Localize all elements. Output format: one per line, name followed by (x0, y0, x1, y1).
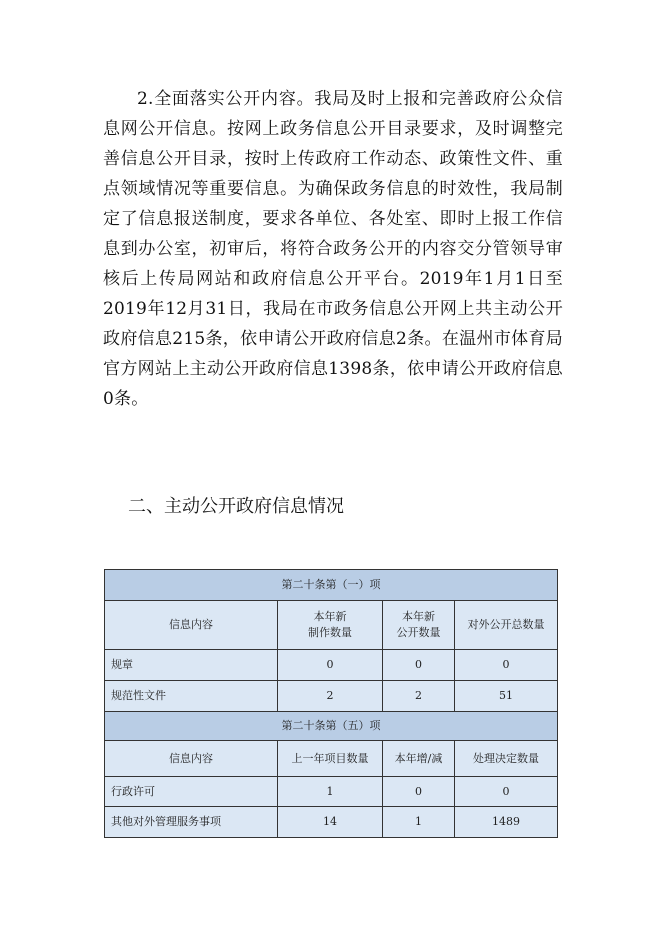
body-paragraph: 2.全面落实公开内容。我局及时上报和完善政府公众信息网公开信息。按网上政务信息公开目录要求，及时调整完善信息公开目录，按时上传政府工作动态、政策性文件、重点领域情况等重要信息。为确保政务信息的时效性，我局制定了信息报送制度，要求各单位、各处室、即时上报工作信息到办公室，初审后，将符合政务公开的内容交分管领导审核后上传局网站和政府信息公开平台。2019年1月1日至2019年12月31日，我局在市政务信息公开网上共主动公开政府信息215条，依申请公开政府信息2条。在温州市体育局官方网站上主动公开政府信息1398条，依申请公开政府信息0条。 (103, 89, 563, 409)
column-header: 对外公开总数量 (455, 601, 558, 650)
table-cell: 51 (455, 681, 558, 712)
table-section-title-row (105, 712, 558, 741)
table-row (105, 681, 558, 712)
column-header: 信息内容 (105, 741, 278, 777)
table-cell: 0 (455, 650, 558, 681)
table-cell: 规章 (105, 650, 278, 681)
table-cell: 0 (383, 777, 455, 807)
table-cell: 2 (383, 681, 455, 712)
column-header: 本年增/减 (383, 741, 455, 777)
table-cell: 2 (278, 681, 383, 712)
column-header: 上一年项目数量 (278, 741, 383, 777)
table-row (105, 807, 558, 838)
table-cell: 规范性文件 (105, 681, 278, 712)
table-cell: 行政许可 (105, 777, 278, 807)
table-header-row (105, 601, 558, 650)
table-cell: 其他对外管理服务事项 (105, 807, 278, 838)
section-title: 第二十条第（一）项 (105, 570, 558, 601)
table-row (105, 650, 558, 681)
table-cell: 0 (455, 777, 558, 807)
disclosure-table (104, 569, 558, 838)
table-cell: 14 (278, 807, 383, 838)
section-title: 第二十条第（五）项 (105, 712, 558, 741)
column-header: 处理决定数量 (455, 741, 558, 777)
table-row (105, 777, 558, 807)
table-cell: 0 (383, 650, 455, 681)
column-header: 本年新 公开数量 (383, 601, 455, 650)
table-cell: 1489 (455, 807, 558, 838)
column-header: 信息内容 (105, 601, 278, 650)
table-cell: 0 (278, 650, 383, 681)
column-header: 本年新 制作数量 (278, 601, 383, 650)
table-cell: 1 (278, 777, 383, 807)
table-section-title-row (105, 570, 558, 601)
table-header-row (105, 741, 558, 777)
table-cell: 1 (383, 807, 455, 838)
section-heading: 二、主动公开政府信息情况 (128, 496, 344, 517)
